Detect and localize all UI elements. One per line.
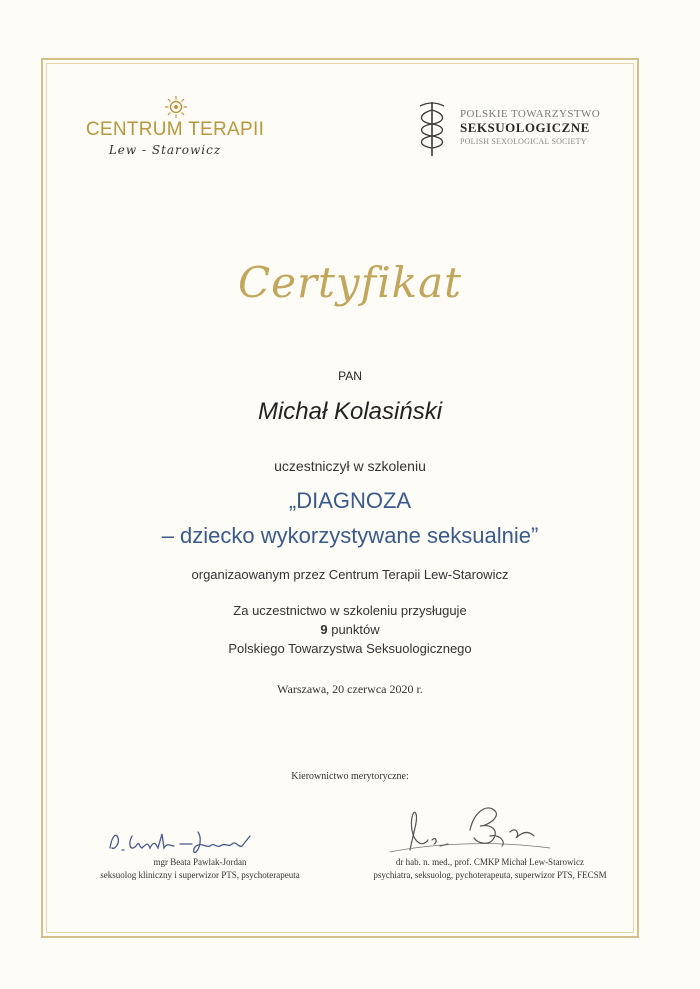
handwritten-signature-right [370,800,600,862]
pts-line1: POLSKIE TOWARZYSTWO [460,108,601,120]
organizer-text: organizaowanym przez Centrum Terapii Lew-Starowicz [191,567,509,582]
points-society: Polskiego Towarzystwa Seksuologicznego [228,641,472,656]
course-title-line1: „DIAGNOZA [288,488,412,513]
caduceus-icon [412,98,452,158]
handwritten-signature-left [100,824,300,858]
centrum-terapii-logo [80,95,280,165]
participation-text: uczestniczył w szkoleniu [274,458,426,474]
points-word: punktów [331,622,380,637]
pts-line3: POLISH SEXOLOGICAL SOCIETY [460,137,587,146]
recipient-name: Michał Kolasiński [257,398,443,425]
signature-block-left [80,824,320,884]
logo-brand-text: CENTRUM TERAPII [85,119,265,140]
board-label: Kierownictwo merytoryczne: [291,771,409,782]
points-amount [60,622,640,637]
right-signatory-role: psychiatra, seksuolog, pychoterapeuta, superwizor PTS, FECSM [373,870,607,880]
points-value: 9 [320,622,328,637]
signature-block-right [340,800,640,884]
left-signatory-role: seksuolog kliniczny i superwizor PTS, psychoterapeuta [100,870,300,880]
sun-emblem-icon [164,95,188,119]
salutation: PAN [338,369,362,383]
right-signatory-name: dr hab. n. med., prof. CMKP Michał Lew-Starowicz [395,857,585,867]
logo-subtitle: Lew - Starowicz [108,143,222,157]
place-date: Warszawa, 20 czerwca 2020 r. [277,682,423,696]
points-intro: Za uczestnictwo w szkoleniu przysługuje [233,603,467,618]
pts-logo [412,98,642,158]
pts-line2: SEKSUOLOGICZNE [460,120,590,135]
certificate-title: Certyfikat [237,258,463,307]
left-signatory-name: mgr Beata Pawlak-Jordan [153,857,247,867]
course-title-line2: – dziecko wykorzystywane seksualnie” [161,523,539,548]
